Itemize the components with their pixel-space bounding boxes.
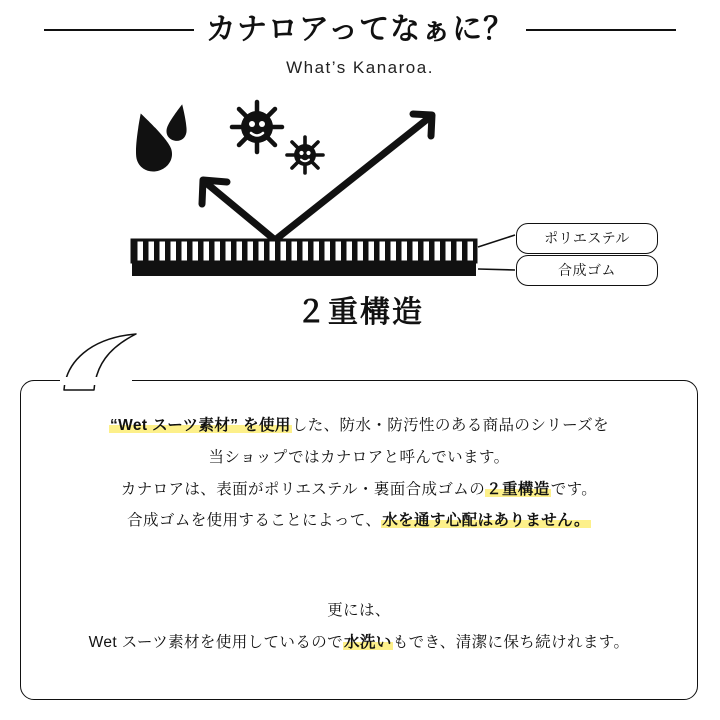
page-subtitle: What’s Kanaroa. bbox=[286, 58, 434, 77]
germ-small-icon bbox=[287, 137, 323, 173]
callout-line bbox=[89, 627, 630, 659]
description-callout bbox=[20, 380, 700, 702]
callout-line bbox=[109, 474, 609, 506]
highlighted-text: 水を通す心配はありません。 bbox=[382, 512, 590, 530]
body-text: 更には、 bbox=[327, 602, 391, 620]
callout-paragraph-2 bbox=[89, 595, 630, 659]
germ-icon bbox=[232, 102, 282, 152]
callout-line bbox=[89, 595, 630, 627]
diagram-caption: ２重構造 bbox=[296, 296, 424, 329]
leader-line-rubber bbox=[478, 269, 515, 270]
body-text: もでき、清潔に保ち続けれます。 bbox=[392, 633, 630, 651]
title-rule-left bbox=[44, 29, 194, 31]
water-droplet-small-icon bbox=[165, 102, 192, 142]
body-text: です。 bbox=[550, 480, 598, 498]
solid-rubber-layer bbox=[132, 262, 476, 276]
repel-arrow-icon bbox=[202, 180, 275, 240]
page-header bbox=[0, 12, 720, 78]
body-text: 合成ゴムを使用することによって、 bbox=[127, 512, 382, 530]
body-text: した、防水・防汚性のある商品のシリーズを bbox=[291, 417, 610, 434]
callout-line bbox=[109, 410, 609, 442]
callout-content bbox=[20, 380, 698, 700]
striped-fabric-layer bbox=[132, 240, 476, 262]
structure-diagram bbox=[0, 92, 720, 332]
body-text: カナロアは、表面がポリエステル・裏面合成ゴムの bbox=[120, 480, 486, 498]
highlighted-text: “Wet スーツ素材” を使用 bbox=[109, 417, 291, 434]
label-polyester: ポリエステル bbox=[516, 223, 658, 254]
highlighted-text: 水洗い bbox=[344, 633, 392, 651]
page-title: カナロアってなぁに？ bbox=[205, 13, 515, 46]
callout-line bbox=[109, 442, 609, 474]
highlighted-text: ２重構造 bbox=[486, 480, 550, 498]
callout-paragraph-1 bbox=[109, 410, 609, 537]
title-rule-right bbox=[526, 29, 676, 31]
bounce-arrow-icon bbox=[275, 114, 432, 240]
water-droplet-icon bbox=[124, 108, 177, 176]
title-row bbox=[0, 12, 720, 48]
label-rubber: 合成ゴム bbox=[516, 255, 658, 286]
callout-line bbox=[109, 505, 609, 537]
leader-line-polyester bbox=[478, 235, 515, 247]
body-text: 当ショップではカナロアと呼んでいます。 bbox=[208, 448, 510, 466]
body-text: Wet スーツ素材を使用しているので bbox=[88, 633, 344, 651]
